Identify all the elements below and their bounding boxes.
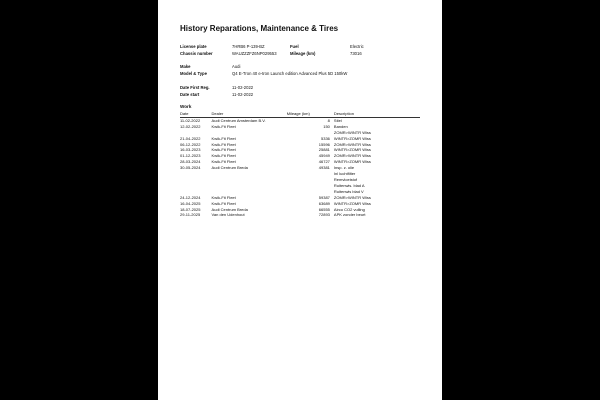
row-dealer: Kwik-Fit Fleet bbox=[211, 135, 236, 141]
row-dealer: Kwik-Fit Fleet bbox=[211, 159, 236, 165]
row-description bbox=[334, 165, 420, 195]
make-label: Make bbox=[180, 64, 191, 69]
row-dealer: Audi Centrum Amsterdam B.V. bbox=[211, 117, 266, 123]
row-dealer: Kwik-Fit Fleet bbox=[211, 194, 236, 200]
fuel-label: Fuel bbox=[290, 44, 299, 49]
row-mileage: 150 bbox=[323, 123, 330, 129]
description-line: Banden bbox=[333, 123, 348, 129]
license-plate-value: 7HRB6 P-139-BZ bbox=[232, 44, 265, 49]
table-row bbox=[180, 124, 420, 136]
description-line: APK zonder beurt bbox=[333, 212, 366, 218]
row-mileage: 72893 bbox=[318, 212, 330, 218]
description-line: WINTR>ZOMR Wiss bbox=[333, 135, 371, 141]
row-date: 30-05-2024 bbox=[180, 165, 201, 171]
description-line: ZOMR>WINTR Wiss bbox=[333, 141, 371, 147]
row-dealer: Kwik-Fit Fleet bbox=[211, 147, 236, 153]
row-dealer: Audi Centrum Breda bbox=[211, 165, 248, 171]
description-line: ZOMR>WINTR Wiss bbox=[333, 194, 371, 200]
row-date: 06-12-2022 bbox=[180, 141, 201, 147]
description-line: WINTR>ZOMR Wiss bbox=[333, 147, 371, 153]
row-date: 16-04-2025 bbox=[180, 200, 201, 206]
chassis-label: Chassis number bbox=[180, 51, 213, 56]
row-dealer: Kwik-Fit Fleet bbox=[211, 141, 236, 147]
column-header-description: Description bbox=[334, 111, 420, 117]
row-dealer: Van den Udenhout bbox=[211, 212, 245, 218]
row-date: 28-03-2024 bbox=[180, 159, 201, 165]
description-line: Inl luchtfilter bbox=[333, 171, 356, 177]
row-mileage: 25881 bbox=[318, 147, 330, 153]
work-table bbox=[180, 111, 420, 218]
description-line: ZOMR>WINTR Wiss bbox=[333, 129, 371, 135]
row-mileage: 8 bbox=[327, 117, 330, 123]
table-row bbox=[180, 212, 420, 218]
description-line: ZOMR>WINTR Wiss bbox=[333, 153, 371, 159]
document-page bbox=[158, 0, 442, 400]
work-heading: Work bbox=[180, 104, 192, 109]
row-mileage: 45949 bbox=[318, 153, 330, 159]
description-line: Ruitenwis. blad A bbox=[333, 182, 365, 188]
row-date: 24-12-2024 bbox=[180, 194, 201, 200]
row-mileage: 15596 bbox=[318, 141, 330, 147]
row-date: 29-11-2025 bbox=[180, 212, 201, 218]
date-start-value: 11-02-2022 bbox=[232, 92, 254, 97]
row-date: 01-12-2023 bbox=[180, 153, 201, 159]
description-line: Airco CO2 vulling bbox=[333, 206, 365, 212]
first-reg-label: Date First Reg. bbox=[180, 85, 210, 90]
date-start-label: Date start bbox=[180, 92, 200, 97]
chassis-value: WAUZZZFZ6NP029553 bbox=[232, 51, 277, 56]
description-line: WINTR>ZOMR Wiss bbox=[333, 200, 371, 206]
model-label: Model & Type bbox=[180, 71, 207, 76]
mileage-value: 73016 bbox=[350, 51, 362, 56]
description-line: Insp. z. olie bbox=[333, 165, 355, 171]
work-table-body bbox=[180, 117, 420, 218]
column-header-dealer: Dealer bbox=[212, 111, 287, 117]
row-dealer: Kwik-Fit Fleet bbox=[211, 123, 236, 129]
row-mileage: 59387 bbox=[318, 194, 330, 200]
table-row bbox=[180, 165, 420, 195]
row-date: 21-04-2022 bbox=[180, 135, 201, 141]
row-mileage: 63689 bbox=[318, 200, 330, 206]
row-date: 11-02-2022 bbox=[180, 117, 201, 123]
description-line: Remvloeistof bbox=[333, 176, 358, 182]
row-dealer: Kwik-Fit Fleet bbox=[211, 153, 236, 159]
fuel-value: Electric bbox=[350, 44, 364, 49]
row-mileage: 46727 bbox=[318, 159, 330, 165]
description-line: Stiel bbox=[333, 117, 342, 123]
row-date: 18-07-2025 bbox=[180, 206, 201, 212]
column-header-mileage: Mileage (km) bbox=[287, 111, 334, 117]
page-title: History Reparations, Maintenance & Tires bbox=[180, 24, 339, 33]
row-dealer: Audi Centrum Breda bbox=[211, 206, 248, 212]
row-description bbox=[334, 124, 420, 136]
row-dealer: Kwik-Fit Fleet bbox=[211, 200, 236, 206]
mileage-label: Mileage (km) bbox=[290, 51, 316, 56]
row-description bbox=[334, 212, 420, 218]
row-date: 16-03-2023 bbox=[180, 147, 201, 153]
row-mileage: 66555 bbox=[318, 206, 330, 212]
model-value: Q4 E-Tron 40 e-tron Launch edition Advanced Plus 5D 150kW bbox=[232, 71, 348, 76]
row-mileage: 5336 bbox=[321, 135, 330, 141]
column-header-date: Date bbox=[180, 111, 212, 117]
description-line: WINTR>ZOMR Wiss bbox=[333, 159, 371, 165]
description-line: Ruitenwis blad V bbox=[333, 188, 364, 194]
make-value: Audi bbox=[232, 64, 241, 69]
row-date: 12-02-2022 bbox=[180, 123, 201, 129]
row-mileage: 49381 bbox=[318, 165, 330, 171]
first-reg-value: 11-02-2022 bbox=[232, 85, 254, 90]
license-plate-label: License plate bbox=[180, 44, 207, 49]
